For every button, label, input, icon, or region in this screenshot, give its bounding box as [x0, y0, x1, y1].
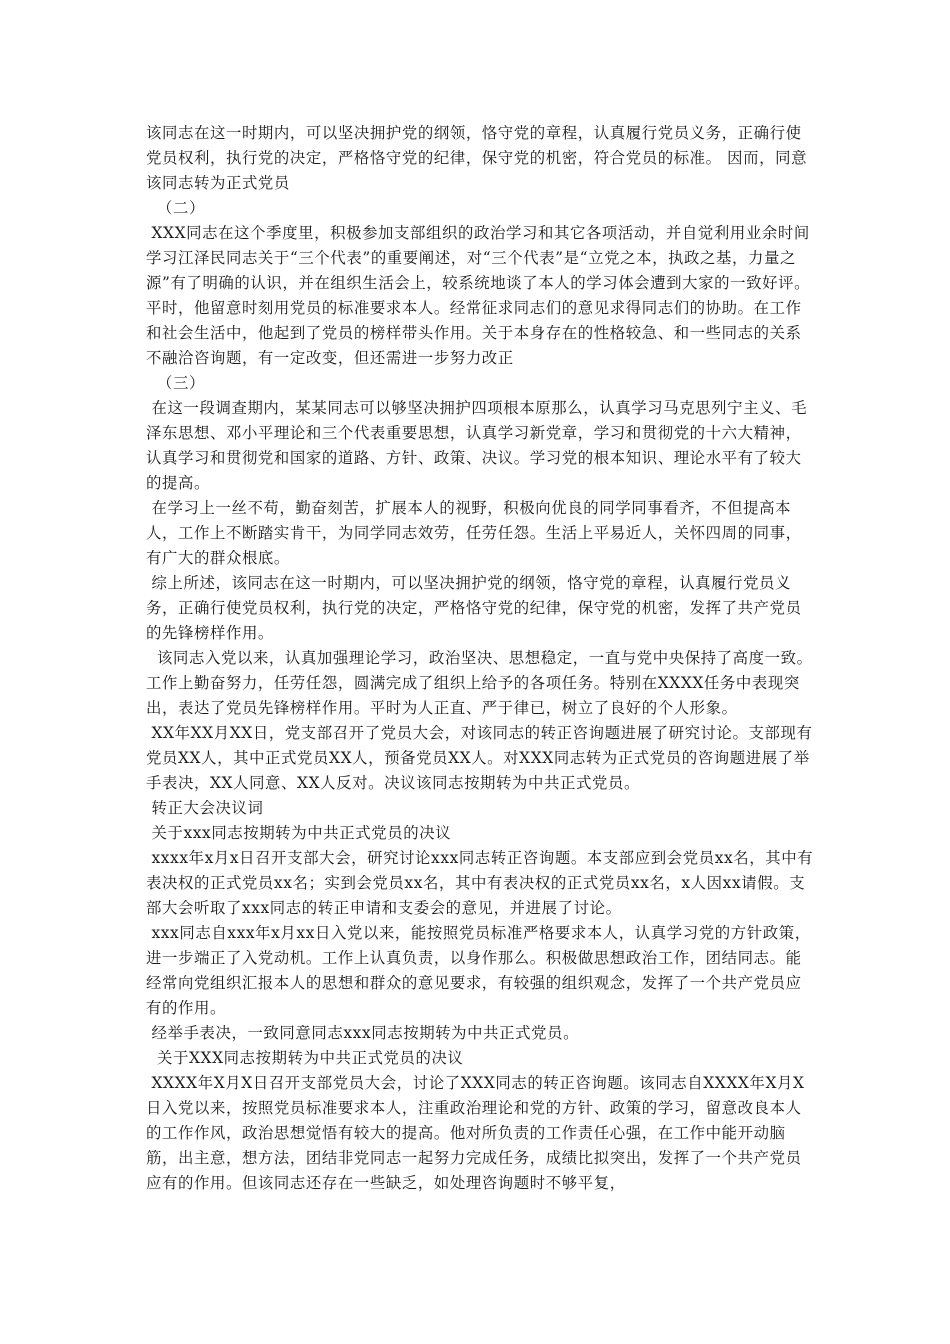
- paragraph: 在这一段调查期内，某某同志可以够坚决拥护四项根本原那么，认真学习马克思列宁主义、毛泽东思想、邓小平理论和三个代表重要思想，认真学习新党章，学习和贯彻党的十六大精神，认真学习和贯彻党和国家的道路、方针、政策、决议。学习党的根本知识、理论水平有了较大的提高。: [146, 399, 808, 492]
- section-heading: 转正大会决议词: [146, 799, 264, 817]
- section-heading: （三）: [146, 374, 205, 392]
- paragraph: xxxx年x月x日召开支部大会，研究讨论xxx同志转正咨询题。本支部应到会党员xx名，其中有表决权的正式党员xx名；实到会党员xx名，其中有表决权的正式党员xx名，x人因xx请假。支部大会听取了xxx同志的转正申请和支委会的意见，并进展了讨论。: [146, 849, 814, 917]
- paragraph: 经举手表决，一致同意同志xxx同志按期转为中共正式党员。: [146, 1024, 580, 1042]
- paragraph: XXX同志在这个季度里，积极参加支部组织的政治学习和其它各项活动，并自觉利用业余时间学习江泽民同志关于“三个代表”的重要阐述，对“三个代表”是“立党之本，执政之基，力量之源”有了明确的认识，并在组织生活会上，较系统地谈了本人的学习体会遭到大家的一致好评。平时，他留意时刻用党员的标准要求本人。经常征求同志们的意见求得同志们的协助。在工作和社会生活中，他起到了党员的榜样带头作用。关于本身存在的性格较急、和一些同志的关系不融洽咨询题，有一定改变，但还需进一步努力改正: [146, 224, 811, 367]
- paragraph: XX年XX月XX日，党支部召开了党员大会，对该同志的转正咨询题进展了研究讨论。支部现有党员XX人，其中正式党员XX人，预备党员XX人。对XXX同志转为正式党员的咨询题进展了举手表决，XX人同意、XX人反对。决议该同志按期转为中共正式党员。: [146, 724, 813, 792]
- paragraph: xxx同志自xxx年x月xx日入党以来，能按照党员标准严格要求本人，认真学习党的方针政策，进一步端正了入党动机。工作上认真负责，以身作那么。积极做思想政治工作，团结同志。能经常向党组织汇报本人的思想和群众的意见要求，有较强的组织观念，发挥了一个共产党员应有的作用。: [146, 924, 811, 1017]
- paragraph: XXXX年X月X日召开支部党员大会，讨论了XXX同志的转正咨询题。该同志自XXXX年X月X日入党以来，按照党员标准要求本人，注重政治理论和党的方针、政策的学习，留意改良本人的工作作风，政治思想觉悟有较大的提高。他对所负责的工作责任心强，在工作中能开动脑筋，出主意，想方法，团结非党同志一起努力完成任务，成绩比拟突出，发挥了一个共产党员应有的作用。但该同志还存在一些缺乏，如处理咨询题时不够平复，: [146, 1074, 805, 1192]
- paragraph: 该同志在这一时期内，可以坚决拥护党的纲领，恪守党的章程，认真履行党员义务，正确行使党员权利，执行党的决定，严格恪守党的纪律，保守党的机密，符合党员的标准。 因而，同意该同志转为正式党员: [146, 124, 808, 192]
- paragraph: 综上所述，该同志在这一时期内，可以坚决拥护党的纲领，恪守党的章程，认真履行党员义务，正确行使党员权利，执行党的决定，严格恪守党的纪律，保守党的机密，发挥了共产党员的先锋榜样作用。: [146, 574, 802, 642]
- paragraph: 在学习上一丝不苟，勤奋刻苦，扩展本人的视野，积极向优良的同学同事看齐，不但提高本人，工作上不断踏实肯干，为同学同志效劳，任劳任怨。生活上平易近人，关怀四周的同事，有广大的群众根底。: [146, 499, 802, 567]
- document-body: [146, 121, 814, 1196]
- section-heading: （二）: [146, 199, 205, 217]
- paragraph: 该同志入党以来，认真加强理论学习，政治坚决、思想稳定，一直与党中央保持了高度一致。工作上勤奋努力，任劳任怨，圆满完成了组织上给予的各项任务。特别在XXXX任务中表现突出，表达了党员先锋榜样作用。平时为人正直、严于律已，树立了良好的个人形象。: [146, 649, 813, 717]
- section-heading: 关于XXX同志按期转为中共正式党员的决议: [146, 1049, 464, 1067]
- section-heading: 关于xxx同志按期转为中共正式党员的决议: [146, 824, 452, 842]
